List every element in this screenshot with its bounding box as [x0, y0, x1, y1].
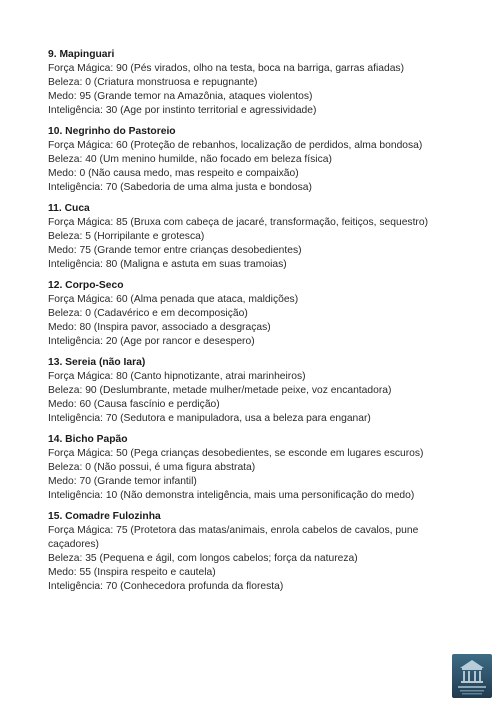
magic-power-line: Força Mágica: 50 (Pega crianças desobedientes, se esconde em lugares escuros) [48, 448, 424, 459]
beauty-line: Beleza: 35 (Pequena e ágil, com longos cabelos; força da natureza) [48, 553, 358, 564]
entry-comadre-fulozinha [48, 510, 468, 594]
publisher-logo-icon [452, 654, 492, 698]
entry-title: 13. Sereia (não Iara) [48, 357, 146, 368]
magic-power-line: Força Mágica: 60 (Alma penada que ataca, maldições) [48, 294, 299, 305]
beauty-line: Beleza: 40 (Um menino humilde, não focado em beleza física) [48, 154, 332, 165]
magic-power-line: Força Mágica: 80 (Canto hipnotizante, atrai marinheiros) [48, 371, 306, 382]
entry-title: 15. Comadre Fulozinha [48, 511, 161, 522]
entry-sereia [48, 356, 468, 426]
beauty-line: Beleza: 90 (Deslumbrante, metade mulher/metade peixe, voz encantadora) [48, 385, 392, 396]
magic-power-line: Força Mágica: 90 (Pés virados, olho na testa, boca na barriga, garras afiadas) [48, 63, 405, 74]
magic-power-line: Força Mágica: 75 (Protetora das matas/animais, enrola cabelos de cavalos, pune [48, 525, 419, 536]
beauty-line: Beleza: 0 (Não possui, é uma figura abstrata) [48, 462, 256, 473]
fear-line: Medo: 80 (Inspira pavor, associado a desgraças) [48, 322, 271, 333]
entry-title: 14. Bicho Papão [48, 434, 128, 445]
entry-corpo-seco [48, 279, 468, 349]
document-page [48, 48, 468, 601]
magic-power-line-continued: caçadores) [48, 539, 99, 550]
intelligence-line: Inteligência: 30 (Age por instinto territorial e agressividade) [48, 105, 317, 116]
fear-line: Medo: 55 (Inspira respeito e cautela) [48, 567, 216, 578]
intelligence-line: Inteligência: 70 (Conhecedora profunda da floresta) [48, 581, 284, 592]
beauty-line: Beleza: 0 (Criatura monstruosa e repugnante) [48, 77, 258, 88]
magic-power-line: Força Mágica: 60 (Proteção de rebanhos, localização de perdidos, alma bondosa) [48, 140, 423, 151]
intelligence-line: Inteligência: 10 (Não demonstra inteligência, mais uma personificação do medo) [48, 490, 415, 501]
entry-negrinho-do-pastoreio [48, 125, 468, 195]
entry-mapinguari [48, 48, 468, 118]
beauty-line: Beleza: 0 (Cadavérico e em decomposição) [48, 308, 248, 319]
intelligence-line: Inteligência: 70 (Sedutora e manipuladora, usa a beleza para enganar) [48, 413, 371, 424]
intelligence-line: Inteligência: 20 (Age por rancor e desespero) [48, 336, 255, 347]
entry-title: 11. Cuca [48, 203, 90, 214]
entry-title: 12. Corpo-Seco [48, 280, 124, 291]
fear-line: Medo: 75 (Grande temor entre crianças desobedientes) [48, 245, 302, 256]
entry-bicho-papao [48, 433, 468, 503]
fear-line: Medo: 95 (Grande temor na Amazônia, ataques violentos) [48, 91, 313, 102]
fear-line: Medo: 0 (Não causa medo, mas respeito e compaixão) [48, 168, 299, 179]
fear-line: Medo: 60 (Causa fascínio e perdição) [48, 399, 220, 410]
intelligence-line: Inteligência: 70 (Sabedoria de uma alma justa e bondosa) [48, 182, 312, 193]
fear-line: Medo: 70 (Grande temor infantil) [48, 476, 197, 487]
entry-title: 9. Mapinguari [48, 49, 115, 60]
intelligence-line: Inteligência: 80 (Maligna e astuta em suas tramoias) [48, 259, 287, 270]
entry-title: 10. Negrinho do Pastoreio [48, 126, 176, 137]
beauty-line: Beleza: 5 (Horripilante e grotesca) [48, 231, 205, 242]
magic-power-line: Força Mágica: 85 (Bruxa com cabeça de jacaré, transformação, feitiços, sequestro) [48, 217, 429, 228]
entry-cuca [48, 202, 468, 272]
